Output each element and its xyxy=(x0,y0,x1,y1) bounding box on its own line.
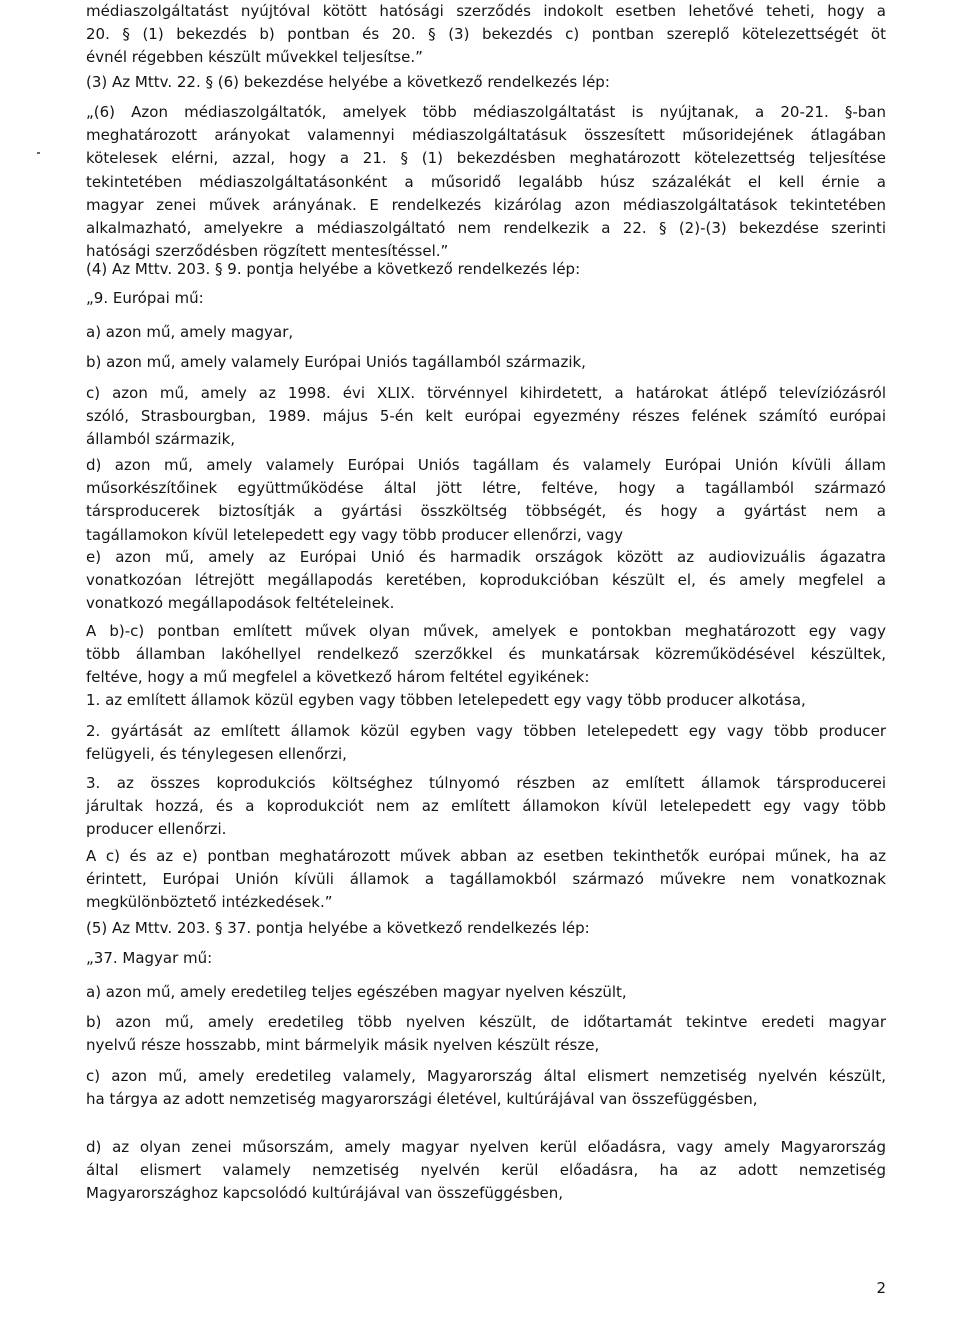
paragraph xyxy=(86,1065,886,1111)
paragraph xyxy=(86,772,886,842)
page-number: 2 xyxy=(876,1279,886,1297)
paragraph xyxy=(86,917,886,940)
paragraph xyxy=(86,0,886,70)
paragraph xyxy=(86,546,886,616)
text-line: nyelvű része hosszabb, mint bármelyik másik nyelven készült része, xyxy=(86,1036,600,1055)
text-line: „9. Európai mű: xyxy=(86,289,204,307)
text-line: „(6) Azon médiaszolgáltatók, amelyek több médiaszolgáltatást is nyújtanak, a 20-21. §-ban xyxy=(86,103,886,121)
text-line: „37. Magyar mű: xyxy=(86,949,213,967)
text-line: c) azon mű, amely az 1998. évi XLIX. törvénnyel kihirdetett, a határokat átlépő televíziózásról xyxy=(86,384,886,402)
text-line: a) azon mű, amely eredetileg teljes egészében magyar nyelven készült, xyxy=(86,983,627,1001)
text-line: (5) Az Mttv. 203. § 37. pontja helyébe a következő rendelkezés lép: xyxy=(86,919,590,937)
paragraph xyxy=(86,71,886,94)
text-line: producer ellenőrzi. xyxy=(86,820,227,839)
text-line: b) azon mű, amely eredetileg több nyelven készült, de időtartamát tekintve eredeti magyar xyxy=(86,1013,886,1031)
text-line: megkülönböztető intézkedések.” xyxy=(86,893,333,912)
text-line: államból származik, xyxy=(86,430,236,449)
text-line: d) azon mű, amely valamely Európai Uniós tagállam és valamely Európai Unión kívüli állam xyxy=(86,456,886,474)
text-line: (4) Az Mttv. 203. § 9. pontja helyébe a következő rendelkezés lép: xyxy=(86,260,581,278)
text-line: tagállamokon kívül letelepedett egy vagy több producer ellenőrzi, vagy xyxy=(86,525,623,544)
paragraph xyxy=(86,321,886,344)
text-line: c) azon mű, amely eredetileg valamely, Magyarország által elismert nemzetiség nyelvén készült, xyxy=(86,1067,886,1085)
text-line: a) azon mű, amely magyar, xyxy=(86,323,294,341)
text-line: 20. § (1) bekezdés b) pontban és 20. § (3) bekezdés c) pontban szereplő kötelezettségét öt xyxy=(86,25,886,44)
paragraph xyxy=(86,720,886,766)
paragraph xyxy=(86,1136,886,1206)
text-line: A c) és az e) pontban meghatározott művek abban az esetben tekinthetők európai műnek, ha az xyxy=(86,847,886,865)
text-line: kötelesek elérni, azzal, hogy a 21. § (1) bekezdésben meghatározott kötelezettség teljesítése xyxy=(86,149,886,168)
text-line: b) azon mű, amely valamely Európai Uniós tagállamból származik, xyxy=(86,353,586,371)
text-line: több államban lakóhellyel rendelkező szerzőkkel és munkatársak közreműködésével készültek, xyxy=(86,645,886,664)
text-line: magyar zenei művek arányának. E rendelkezés kizárólag azon médiaszolgáltatások tekintetében xyxy=(86,195,886,214)
text-line: évnél régebben készült művekkel teljesítse.” xyxy=(86,48,423,67)
paragraph xyxy=(86,351,886,374)
text-line: érintett, Európai Unión kívüli államok a tagállamokból származó művekre nem vonatkoznak xyxy=(86,870,886,889)
text-line: e) azon mű, amely az Európai Unió és harmadik országok között az audiovizuális ágazatra xyxy=(86,548,886,566)
paragraph xyxy=(86,689,886,712)
paragraph xyxy=(86,947,886,970)
text-line: 1. az említett államok közül egyben vagy többen letelepedett egy vagy több producer alkotása, xyxy=(86,691,806,709)
text-line: 2. gyártását az említett államok közül egyben vagy többen letelepedett egy vagy több producer xyxy=(86,722,886,740)
text-line: (3) Az Mttv. 22. § (6) bekezdése helyébe a következő rendelkezés lép: xyxy=(86,73,610,91)
text-line: médiaszolgáltatást nyújtóval kötött hatósági szerződés indokolt esetben lehetővé teheti, hogy a xyxy=(86,2,886,20)
text-line: tekintetében médiaszolgáltatásonként a műsoridő legalább húsz százalékát el kell érnie a xyxy=(86,172,886,191)
paragraph xyxy=(86,1011,886,1057)
text-line: műsorkészítőinek együttműködése által jött létre, feltéve, hogy a tagállamból származó xyxy=(86,479,886,498)
paragraph xyxy=(86,845,886,915)
text-line: 3. az összes koprodukciós költséghez túlnyomó részben az említett államok társproducerei xyxy=(86,774,886,792)
text-line: A b)-c) pontban említett művek olyan művek, amelyek e pontokban meghatározott egy vagy xyxy=(86,622,886,640)
paragraph xyxy=(86,287,886,310)
paragraph xyxy=(86,981,886,1004)
text-line: ha tárgya az adott nemzetiség magyarországi életével, kultúrájával van összefüggésben, xyxy=(86,1090,758,1109)
paragraph xyxy=(86,454,886,547)
text-line: meghatározott arányokat valamennyi médiaszolgáltatásuk összesített műsoridejének átlagában xyxy=(86,126,886,145)
text-line: társproducerek biztosítják a gyártási összköltség többségét, és hogy a gyártást nem a xyxy=(86,502,886,521)
text-line: járultak hozzá, és a koprodukciót nem az említett államokon kívül letelepedett egy vagy több xyxy=(86,797,886,816)
text-line: szóló, Strasbourgban, 1989. május 5-én kelt európai egyezmény részes felének számító európai xyxy=(86,407,886,426)
paragraph xyxy=(86,258,886,281)
paragraph xyxy=(86,101,886,263)
text-line: d) az olyan zenei műsorszám, amely magyar nyelven kerül előadásra, vagy amely Magyarország xyxy=(86,1138,886,1156)
text-line: Magyarországhoz kapcsolódó kultúrájával van összefüggésben, xyxy=(86,1184,563,1203)
text-line: által elismert valamely nemzetiség nyelvén kerül előadásra, ha az adott nemzetiség xyxy=(86,1161,886,1180)
text-line: feltéve, hogy a mű megfelel a következő három feltétel egyikének: xyxy=(86,668,590,687)
scan-mark xyxy=(37,152,40,154)
text-line: vonatkozó megállapodások feltételeinek. xyxy=(86,594,395,613)
paragraph xyxy=(86,620,886,690)
text-line: alkalmazható, amelyekre a médiaszolgáltató nem rendelkezik a 22. § (2)-(3) bekezdése szerinti xyxy=(86,219,886,238)
text-line: felügyeli, és ténylegesen ellenőrzi, xyxy=(86,745,347,764)
paragraph xyxy=(86,382,886,452)
text-line: vonatkozóan létrejött megállapodás keretében, koprodukcióban készült el, és amely megfelel a xyxy=(86,571,886,590)
text-line: hatósági szerződésben rögzített mentesítéssel.” xyxy=(86,242,449,261)
